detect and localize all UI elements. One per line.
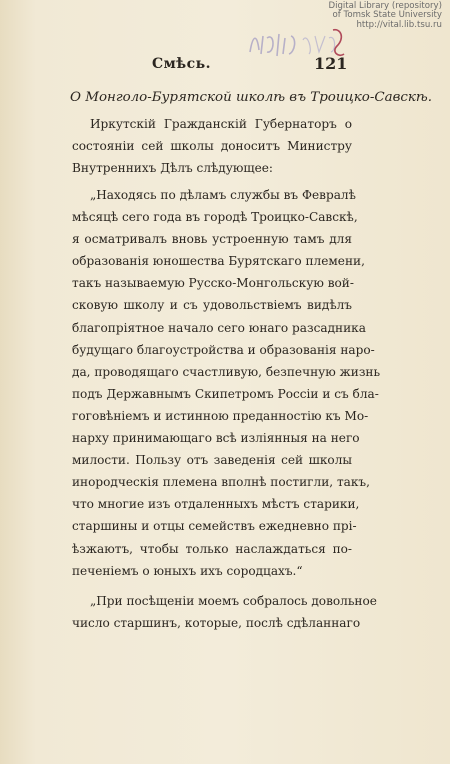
text-line: инородческія племена вполнѣ постигли, такъ, xyxy=(72,475,370,490)
text-line: ѣзжаютъ, чтобы только наслаждаться по- xyxy=(72,541,352,556)
text-line: состояніи сей школы доноситъ Министру xyxy=(72,139,352,154)
paragraph xyxy=(72,590,377,634)
text-line: „При посѣщеніи моемъ собралось довольное xyxy=(90,594,377,608)
text-line: печеніемъ о юныхъ ихъ сородцахъ.“ xyxy=(72,563,303,578)
text-line: Внутреннихъ Дѣлъ слѣдующее: xyxy=(72,161,274,176)
watermark-line: Digital Library (repository) xyxy=(328,1,442,11)
text-line: „Находясь по дѣламъ службы въ Февралѣ xyxy=(90,188,356,202)
text-line: я осматривалъ вновь устроенную тамъ для xyxy=(72,232,352,247)
watermark-line: of Tomsk State University xyxy=(332,10,442,21)
watermark-line: http://vital.lib.tsu.ru xyxy=(356,19,442,30)
running-head: Смѣсь. xyxy=(152,56,212,72)
text-line: такъ называемую Русско-Монгольскую вой- xyxy=(72,276,354,291)
text-line: будущаго благоустройства и образованія наро- xyxy=(72,342,375,357)
text-line: сковую школу и съ удовольствіемъ видѣлъ xyxy=(72,298,352,313)
text-line: гоговѣніемъ и истинною преданностію къ Мо- xyxy=(72,408,369,423)
text-line: да, проводящаго счастливую, безпечную жизнь xyxy=(72,364,381,379)
page-number: 121 xyxy=(314,54,348,73)
text-line: мѣсяцѣ сего года въ городѣ Троицко-Савскѣ, xyxy=(72,210,358,225)
text-line: старшины и отцы семействъ ежедневно прі- xyxy=(72,519,357,534)
text-line: что многие изъ отдаленныхъ мѣстъ старики, xyxy=(72,497,360,512)
text-line: нарху принимающаго всѣ изліянныя на него xyxy=(72,431,360,446)
paragraph xyxy=(72,113,352,179)
text-line: число старшинъ, которые, послѣ сдѣланнаго xyxy=(72,616,361,631)
page-header xyxy=(0,56,450,76)
library-watermark xyxy=(328,2,442,30)
text-line: благопріятное начало сего юнаго разсадника xyxy=(72,320,366,335)
text-line: Иркутскій Гражданскій Губернаторъ о xyxy=(90,117,352,131)
text-line: милости. Пользу отъ заведенія сей школы xyxy=(72,453,352,468)
section-title: О Монголо-Бурятской школѣ въ Троицко-Савскѣ. xyxy=(70,90,432,105)
text-line: подъ Державнымъ Скипетромъ Россіи и съ бла- xyxy=(72,386,379,401)
paragraph xyxy=(72,184,381,582)
text-line: образованія юношества Бурятскаго племени, xyxy=(72,254,365,269)
